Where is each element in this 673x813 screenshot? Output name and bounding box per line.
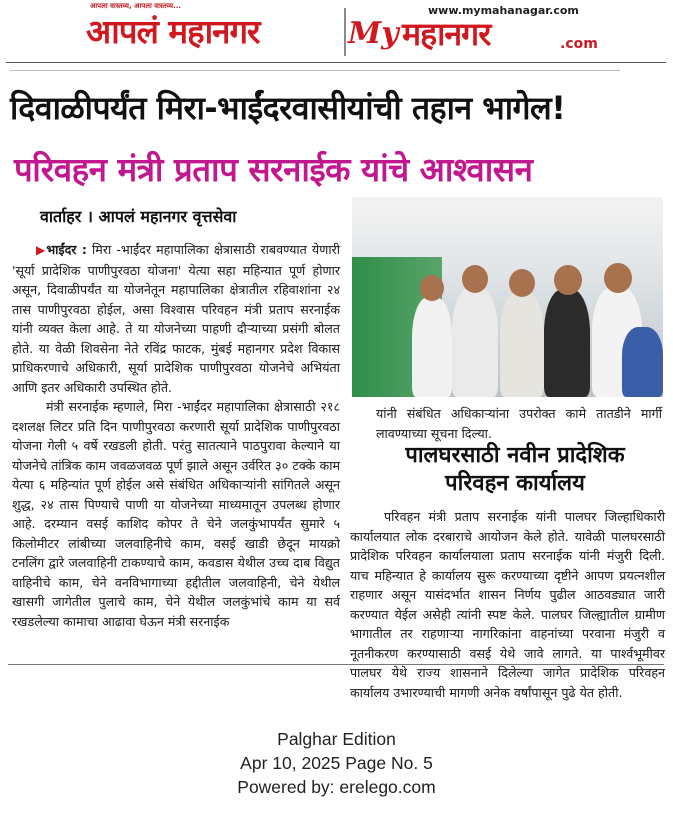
masthead-title-marathi: आपलं महानगर — [86, 12, 260, 51]
article-subhead: परिवहन मंत्री प्रताप सरनाईक यांचे आश्वासन — [14, 150, 533, 189]
paragraph-1-text: मिरा -भाईंदर महापालिका क्षेत्रासाठी राबवण्यात येणारी 'सूर्या प्रादेशिक पाणीपुरवठा योजना' येत्या सहा महिन्यात पूर्ण होणार असून, दिवाळीपर्यंत या योजनेतून महापालिका क्षेत्रातील रहिवाशांना २४ तास पाणीपुरवठा होईल, असा विश्वास परिवहन मंत्री प्रताप सरनाईक यांनी व्यक्त केला आहे. ते या योजनेच्या पाहणी दौऱ्याच्या प्रसंगी बोलत होते. या वेळी शिवसेना नेते रविंद्र फाटक, मुंबई महानगर प्रदेश विकास प्राधिकरणाचे अधिकारी, सूर्या प्रादेशिक पाणीपुरवठा योजनेचे अभियंता आणि इतर अधिकारी उपस्थित होते. — [12, 242, 340, 395]
footer-edition: Palghar Edition — [277, 729, 396, 749]
masthead-url[interactable]: www.mymahanagar.com — [428, 4, 579, 17]
masthead-title-mymahanagar: महानगर — [402, 15, 491, 53]
article-paragraph-3: परिवहन मंत्री प्रताप सरनाईक यांनी पालघर जिल्हाधिकारी कार्यालयात लोक दरबाराचे आयोजन केले होते. यावेळी पालघरसाठी प्रादेशिक परिवहन कार्यालयाला प्रताप सरनाईक यांनी मंजुरी दिली. याच महिन्यात हे कार्यालय सुरू करण्याच्या दृष्टीने आपण प्रयत्नशील राहणार असून यासंदर्भात शासन निर्णय पुढील आठवड्यात जारी करण्यात येईल असेही त्यांनी स्पष्ट केले. पालघर जिल्ह्यातील ग्रामीण भागातील तर राहणाऱ्या नागरिकांना वाहनांच्या परवाना मंजुरी व नूतनीकरण करण्यासाठी वसई येथे जावे लागते. या पार्श्वभूमीवर पालघर येथे राज्य शासनाने दिलेल्या जागेत प्रादेशिक परिवहन कार्यालय उभारण्याची मागणी अनेक वर्षांपासून पुढे येत होती. — [350, 509, 665, 700]
article-column-right — [350, 507, 665, 702]
masthead-my-logo: My — [348, 16, 399, 51]
edition-footer — [0, 727, 673, 799]
paragraph-2-continued: यांनी संबंधित अधिकाऱ्यांना उपरोक्त कामे तातडीने मार्गी लावण्याच्या सूचना दिल्या. — [376, 406, 662, 441]
article-headline-2: पालघरसाठी नवीन प्रादेशिक परिवहन कार्यालय — [405, 443, 625, 496]
event-photo — [352, 197, 663, 397]
article-column-right-continued — [376, 404, 662, 443]
photo-head — [420, 275, 444, 301]
photo-person — [622, 327, 663, 397]
article-paragraph-2: मंत्री सरनाईक म्हणाले, मिरा -भाईंदर महापालिका क्षेत्रासाठी २१८ दशलक्ष लिटर प्रति दिन पाणीपुरवठा करणारी सूर्या प्रादेशिक पाणीपुरवठा योजना गेली ५ वर्षे रखडली होती. परंतु सातत्याने पाठपुरावा केल्याने या योजनेचे तांत्रिक काम जवळजवळ पूर्ण झाले असून उर्वरित ३० टक्के काम येत्या ६ महिन्यांत पूर्ण होईल असे संबंधित अधिकाऱ्यांनी सांगितले असून शुद्ध, २४ तास पिण्याचे पाणी या योजनेच्या माध्यमातून उपलब्ध होणार आहे. दरम्यान वसई काशिद कोपर ते चेने जलकुंभापर्यंत सुमारे ५ किलोमीटर लांबीच्या जलवाहिनीचे काम, वसई खाडी छेदून मायक्रो टनलिंग द्वारे जलवाहिनी टाकण्याचे काम, कवडास येथील उच्च दाब विद्युत वाहिनीचे काम, चेने वनविभागाच्या हद्दीतील जलवाहिनी, चेने येथील खासगी जागेतील पुलाचे काम, चेने येथील जलकुंभांचे काम या सर्व रखडलेल्या कामाचा आढावा घेऊन मंत्री सरनाईक — [12, 399, 340, 629]
masthead — [86, 2, 598, 58]
article-column-left — [12, 240, 340, 631]
article-dateline: भाईंदर : — [46, 242, 87, 257]
article-byline: वार्ताहर । आपलं महानगर वृत्तसेवा — [40, 207, 237, 226]
masthead-tagline: आपला वास्तव्य, आपला वास्तव्य... — [90, 2, 182, 10]
photo-person — [412, 297, 452, 397]
article-paragraph-1 — [12, 240, 340, 397]
article-headline: दिवाळीपर्यंत मिरा-भाईंदरवासीयांची तहान भागेल! — [10, 89, 566, 127]
top-rule — [6, 62, 666, 63]
photo-person — [500, 292, 544, 397]
bottom-rule — [8, 664, 664, 665]
photo-person — [452, 287, 498, 397]
photo-person — [544, 289, 590, 397]
footer-date-page: Apr 10, 2025 Page No. 5 — [240, 753, 433, 773]
photo-head — [509, 269, 535, 297]
photo-head — [554, 265, 582, 295]
masthead-dotcom: .com — [560, 36, 598, 52]
masthead-divider — [344, 8, 346, 56]
footer-powered-by[interactable]: Powered by: erelego.com — [237, 777, 436, 797]
photo-head — [604, 263, 632, 293]
dateline-arrow-icon: ▶ — [36, 243, 47, 257]
photo-head — [462, 265, 488, 293]
top-rule-secondary — [10, 70, 620, 71]
